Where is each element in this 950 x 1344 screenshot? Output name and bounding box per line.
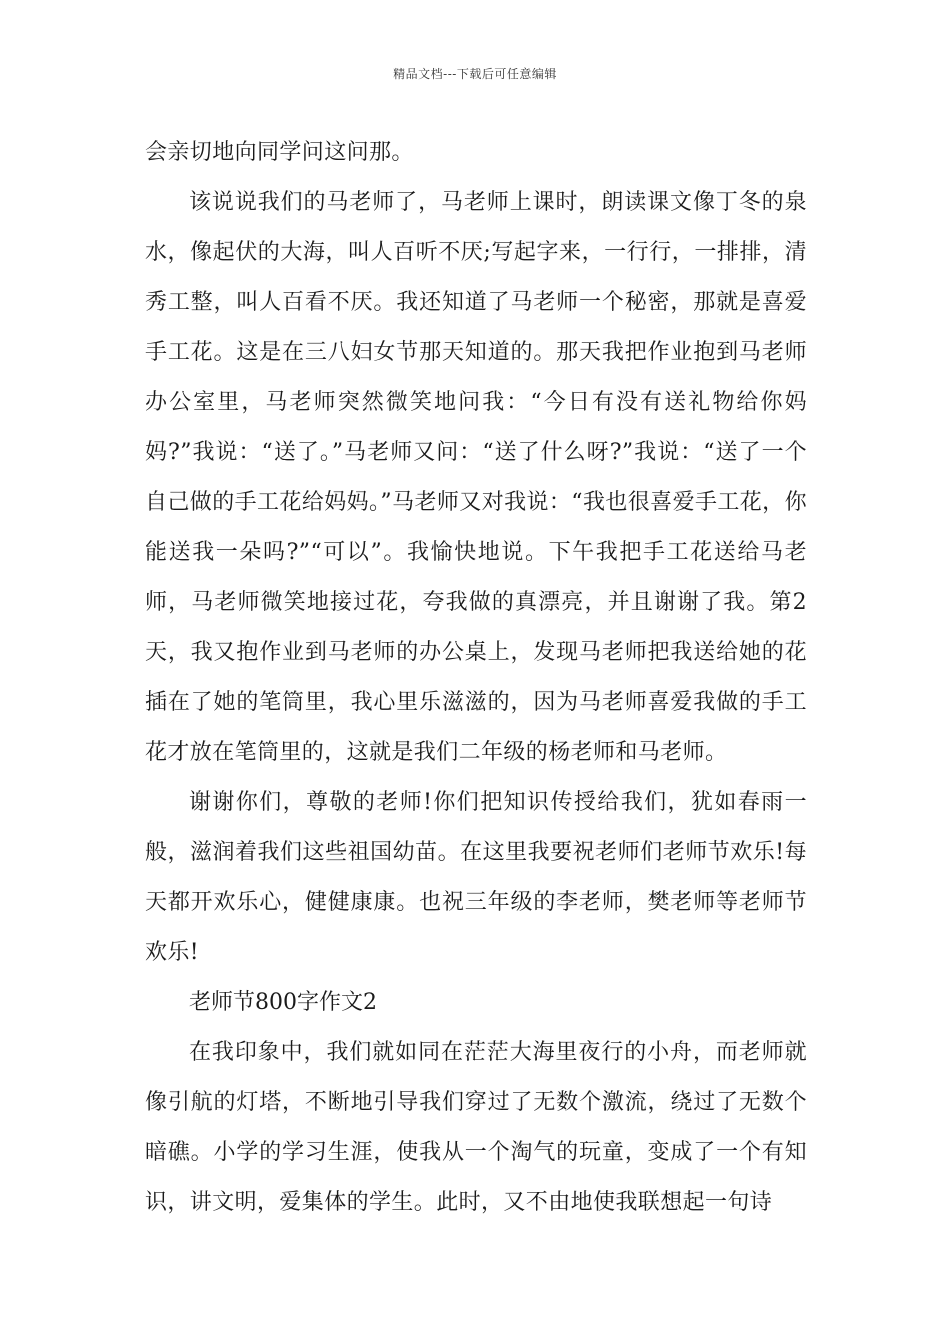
- paragraph-impression: 在我印象中，我们就如同在茫茫大海里夜行的小舟，而老师就像引航的灯塔，不断地引导我们穿过了无数个激流，绕过了无数个暗礁。小学的学习生涯，使我从一个淘气的玩童，变成了一个有知识，讲文明，爱集体的学生。此时，又不由地使我联想起一句诗: [145, 1040, 807, 1215]
- paragraph-continuation: 会亲切地向同学问这问那。: [145, 140, 414, 165]
- essay-subtitle: 老师节800字作文2: [189, 990, 377, 1015]
- document-body: [145, 128, 807, 1228]
- paragraph-thanks: 谢谢你们，尊敬的老师!你们把知识传授给我们，犹如春雨一般，滋润着我们这些祖国幼苗。在这里我要祝老师们老师节欢乐!每天都开欢乐心，健健康康。也祝三年级的李老师，樊老师等老师节欢乐!: [145, 790, 807, 965]
- paragraph-teacher-ma: 该说说我们的马老师了，马老师上课时，朗读课文像丁冬的泉水，像起伏的大海，叫人百听不厌;写起字来，一行行，一排排，清秀工整，叫人百看不厌。我还知道了马老师一个秘密，那就是喜爱手工花。这是在三八妇女节那天知道的。那天我把作业抱到马老师办公室里，马老师突然微笑地问我：“今日有没有送礼物给你妈妈?”我说：“送了。”马老师又问：“送了什么呀?”我说：“送了一个自己做的手工花给妈妈。”马老师又对我说：“我也很喜爱手工花，你能送我一朵吗?”“可以”。我愉快地说。下午我把手工花送给马老师，马老师微笑地接过花，夸我做的真漂亮，并且谢谢了我。第2天，我又抱作业到马老师的办公桌上，发现马老师把我送给她的花插在了她的笔筒里，我心里乐滋滋的，因为马老师喜爱我做的手工花才放在笔筒里的，这就是我们二年级的杨老师和马老师。: [145, 190, 807, 765]
- page-header: 精品文档---下载后可任意编辑: [393, 67, 557, 81]
